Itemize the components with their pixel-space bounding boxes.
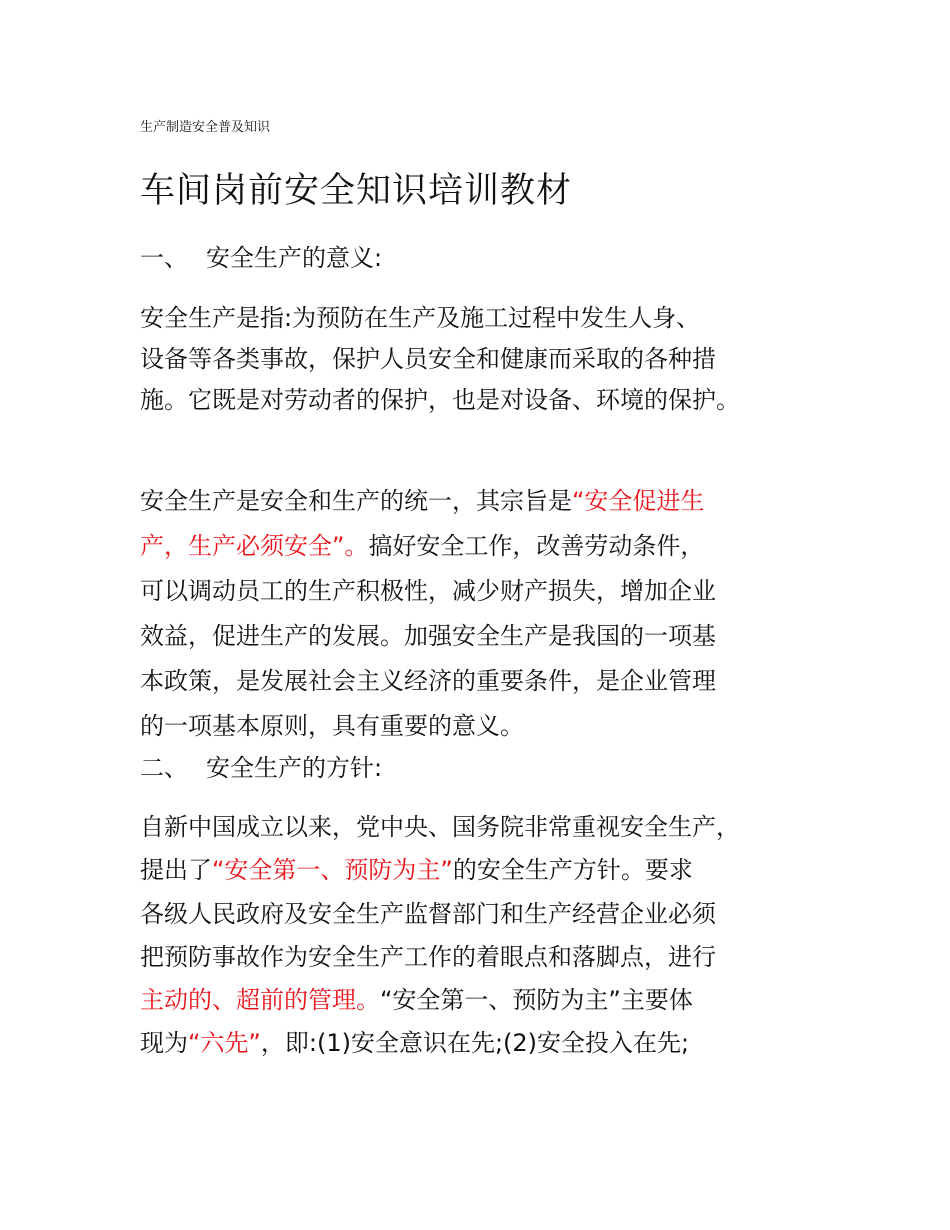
paragraph-line: 把预防事故作为安全生产工作的着眼点和落脚点，进行 bbox=[140, 942, 716, 971]
section-heading-2 bbox=[140, 752, 382, 784]
paragraph-line bbox=[140, 849, 840, 892]
paragraph-line: 施。它既是对劳动者的保护，也是对设备、环境的保护。 bbox=[140, 386, 740, 414]
paragraph-line: 本政策，是发展社会主义经济的重要条件，是企业管理 bbox=[140, 667, 716, 695]
paragraph-line: 的一项基本原则，具有重要的意义。 bbox=[140, 712, 524, 740]
section-title-2: 安全生产的方针: bbox=[206, 754, 383, 782]
highlighted-text: “六先” bbox=[188, 1029, 261, 1058]
paragraph-policy bbox=[140, 806, 840, 1066]
paragraph-line bbox=[140, 1022, 840, 1065]
highlighted-text: “安全第一、预防为主” bbox=[212, 856, 453, 885]
paragraph-line: 各级人民政府及安全生产监督部门和生产经营企业必须 bbox=[140, 899, 716, 928]
section-title-1: 安全生产的意义: bbox=[206, 244, 383, 272]
paragraph-line: 设备等各类事故，保护人员安全和健康而采取的各种措 bbox=[140, 345, 716, 373]
section-number-2: 二、 bbox=[140, 754, 188, 782]
section-heading-1 bbox=[140, 242, 382, 274]
paragraph-line bbox=[140, 524, 840, 569]
paragraph-line: 安全生产是指:为预防在生产及施工过程中发生人身、 bbox=[140, 304, 701, 332]
text-run: “安全第一、预防为主”主要体 bbox=[380, 986, 693, 1015]
paragraph-line bbox=[140, 979, 840, 1022]
paragraph-line bbox=[140, 479, 840, 524]
text-run: 安全生产是安全和生产的统一，其宗旨是 bbox=[140, 487, 572, 515]
text-run: 搞好安全工作，改善劳动条件， bbox=[368, 532, 705, 560]
text-run: 现为 bbox=[140, 1029, 188, 1058]
paragraph-line: 自新中国成立以来，党中央、国务院非常重视安全生产， bbox=[140, 813, 740, 841]
text-run: 提出了 bbox=[140, 856, 212, 885]
highlighted-text: “安全促进生 bbox=[572, 487, 705, 515]
paragraph-purpose bbox=[140, 479, 840, 749]
paragraph-definition bbox=[140, 298, 840, 421]
text-run: ，即:(1)安全意识在先;(2)安全投入在先; bbox=[260, 1029, 690, 1058]
document-title: 车间岗前安全知识培训教材 bbox=[140, 171, 573, 211]
highlighted-text: 主动的、超前的管理。 bbox=[140, 986, 380, 1015]
running-header: 生产制造安全普及知识 bbox=[140, 120, 271, 135]
paragraph-line: 效益，促进生产的发展。加强安全生产是我国的一项基 bbox=[140, 622, 716, 650]
section-number-1: 一、 bbox=[140, 244, 188, 272]
paragraph-line: 可以调动员工的生产积极性，减少财产损失，增加企业 bbox=[140, 577, 716, 605]
highlighted-text: 产，生产必须安全”。 bbox=[140, 532, 369, 560]
text-run: 的安全生产方针。要求 bbox=[452, 856, 693, 885]
